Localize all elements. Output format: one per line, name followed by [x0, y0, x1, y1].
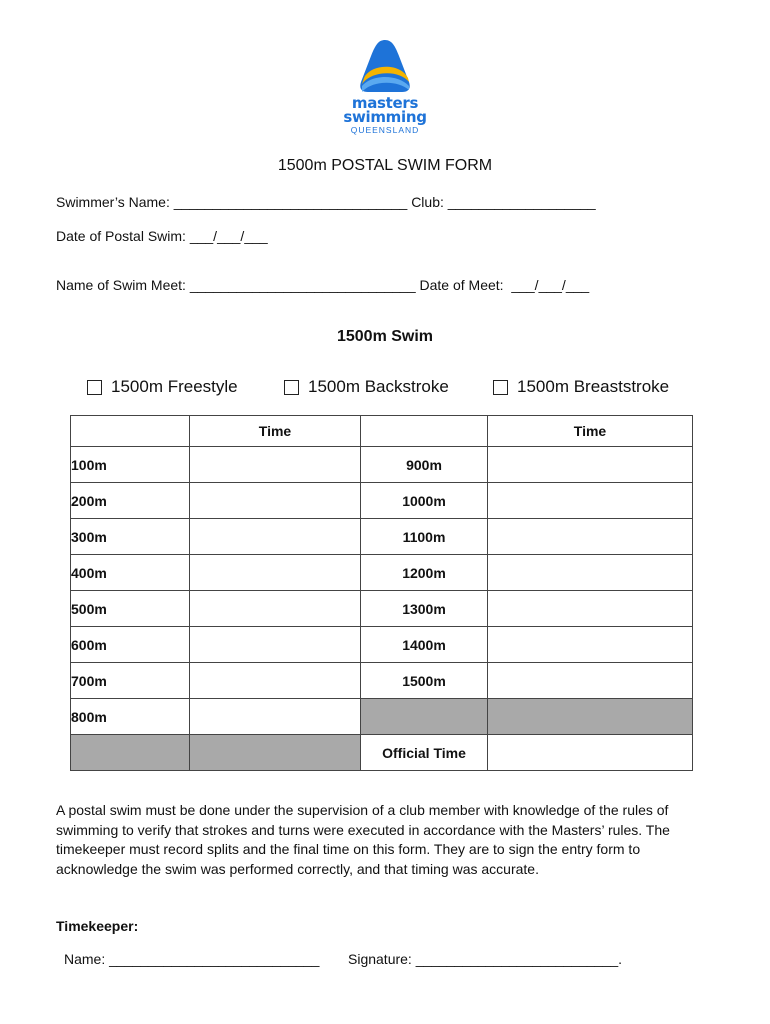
distance-cell: 1000m [361, 483, 488, 519]
table-row [71, 699, 693, 735]
option-breaststroke[interactable] [493, 377, 669, 397]
logo-text-swimming: swimming [343, 108, 427, 126]
timekeeper-name-line[interactable]: Name: ___________________________ [64, 951, 320, 967]
table-row [71, 663, 693, 699]
table-row [71, 591, 693, 627]
option-backstroke[interactable] [284, 377, 449, 397]
distance-cell: 1400m [361, 627, 488, 663]
time-cell[interactable] [190, 663, 361, 699]
official-time-row [71, 735, 693, 771]
logo-text-masters: masters [351, 94, 419, 112]
time-cell[interactable] [190, 555, 361, 591]
form-title: 1500m POSTAL SWIM FORM [277, 157, 493, 174]
time-cell[interactable] [488, 591, 693, 627]
timekeeper-heading: Timekeeper: [56, 918, 139, 934]
table-row [71, 519, 693, 555]
swim-meet-line[interactable]: Name of Swim Meet: _____________________________ Date of Meet: ___/___/___ [56, 277, 590, 293]
header-blank-right [361, 416, 488, 447]
backstroke-label: 1500m Backstroke [308, 377, 449, 396]
distance-cell: 800m [71, 699, 190, 735]
header-blank-left [71, 416, 190, 447]
shaded-cell [361, 699, 488, 735]
time-cell[interactable] [488, 447, 693, 483]
shaded-cell [488, 699, 693, 735]
distance-cell: 1300m [361, 591, 488, 627]
distance-cell: 600m [71, 627, 190, 663]
time-cell[interactable] [190, 447, 361, 483]
masters-swimming-logo [340, 38, 430, 138]
table-header-row [71, 416, 693, 447]
splits-table [70, 415, 693, 771]
time-cell[interactable] [488, 483, 693, 519]
swim-heading: 1500m Swim [336, 328, 434, 345]
distance-cell: 200m [71, 483, 190, 519]
logo-mark-icon [356, 38, 414, 96]
option-freestyle[interactable] [87, 377, 238, 397]
shaded-cell [71, 735, 190, 771]
official-time-cell[interactable] [488, 735, 693, 771]
distance-cell: 400m [71, 555, 190, 591]
time-cell[interactable] [488, 627, 693, 663]
distance-cell: 1100m [361, 519, 488, 555]
timekeeper-signature-line[interactable]: Signature: __________________________. [348, 951, 623, 967]
swimmer-name-club-line[interactable]: Swimmer’s Name: ______________________________ Club: ___________________ [56, 194, 596, 210]
time-cell[interactable] [488, 663, 693, 699]
distance-cell: 700m [71, 663, 190, 699]
time-cell[interactable] [488, 519, 693, 555]
shaded-cell [190, 735, 361, 771]
date-of-postal-swim-line[interactable]: Date of Postal Swim: ___/___/___ [56, 228, 268, 244]
header-time-right: Time [488, 416, 693, 447]
table-row [71, 483, 693, 519]
distance-cell: 500m [71, 591, 190, 627]
time-cell[interactable] [190, 627, 361, 663]
freestyle-checkbox[interactable] [87, 380, 102, 395]
distance-cell: 1500m [361, 663, 488, 699]
instructions-paragraph: A postal swim must be done under the supervision of a club member with knowledge of the rules of swimming to verify that strokes and turns were executed in accordance with the Masters’ rules. The timekeeper must record splits and the final time on this form. They are to sign the entry form to acknowledge the swim was performed correctly, and that timing was accurate. [56, 802, 670, 877]
logo-text-queensland: QUEENSLAND [350, 125, 420, 135]
table-row [71, 555, 693, 591]
time-cell[interactable] [190, 699, 361, 735]
backstroke-checkbox[interactable] [284, 380, 299, 395]
distance-cell: 1200m [361, 555, 488, 591]
distance-cell: 900m [361, 447, 488, 483]
time-cell[interactable] [190, 483, 361, 519]
table-row [71, 627, 693, 663]
time-cell[interactable] [488, 555, 693, 591]
distance-cell: 100m [71, 447, 190, 483]
distance-cell: 300m [71, 519, 190, 555]
table-row [71, 447, 693, 483]
breaststroke-checkbox[interactable] [493, 380, 508, 395]
breaststroke-label: 1500m Breaststroke [517, 377, 670, 396]
official-time-label: Official Time [361, 735, 488, 771]
freestyle-label: 1500m Freestyle [111, 377, 238, 396]
time-cell[interactable] [190, 591, 361, 627]
header-time-left: Time [190, 416, 361, 447]
time-cell[interactable] [190, 519, 361, 555]
